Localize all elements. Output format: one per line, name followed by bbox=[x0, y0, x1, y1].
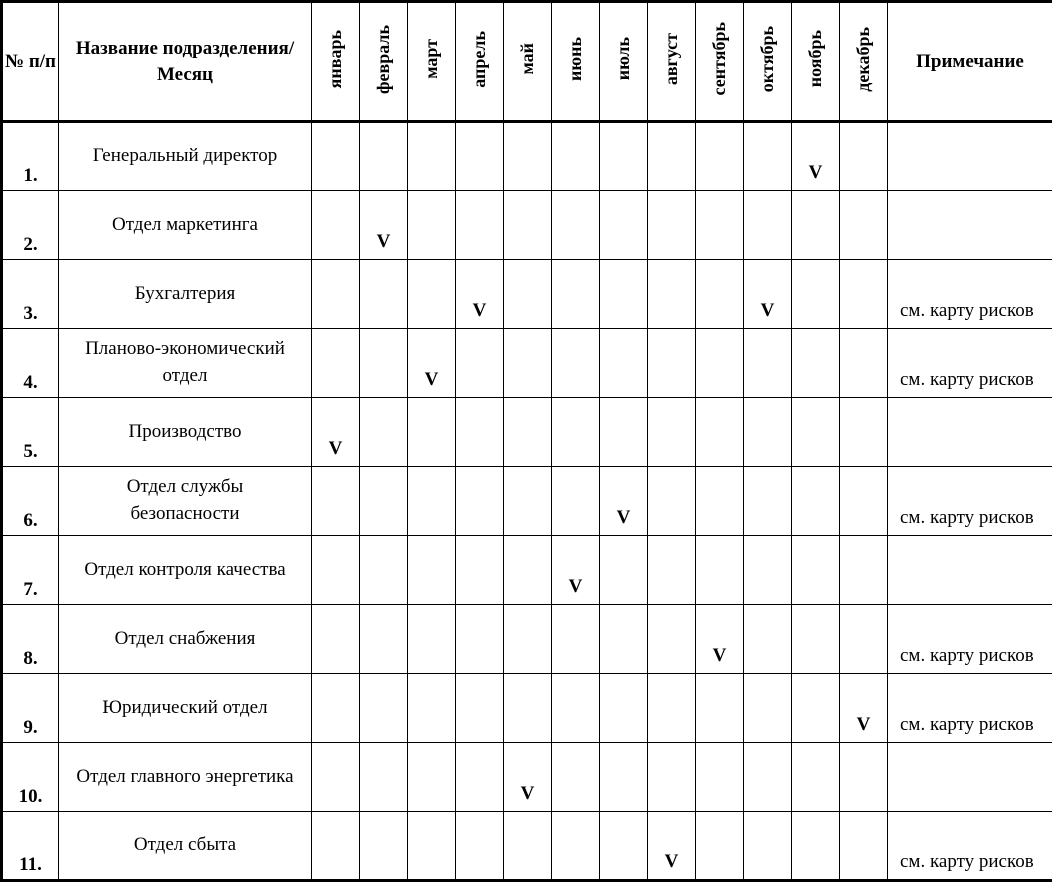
month-empty-cell bbox=[696, 536, 744, 605]
month-header-cell bbox=[552, 2, 600, 122]
table-row bbox=[2, 467, 1052, 536]
month-empty-cell bbox=[552, 191, 600, 260]
month-empty-cell bbox=[600, 122, 648, 191]
month-empty-cell bbox=[792, 260, 840, 329]
month-empty-cell bbox=[744, 743, 792, 812]
month-empty-cell bbox=[840, 122, 888, 191]
month-header-label: март bbox=[421, 39, 441, 79]
month-empty-cell bbox=[744, 329, 792, 398]
month-mark-cell: V bbox=[744, 260, 792, 329]
note-cell bbox=[888, 398, 1052, 467]
month-empty-cell bbox=[744, 122, 792, 191]
month-empty-cell bbox=[696, 674, 744, 743]
month-header-cell bbox=[600, 2, 648, 122]
month-header-label: июнь bbox=[565, 36, 585, 81]
month-empty-cell bbox=[360, 398, 408, 467]
month-empty-cell bbox=[552, 122, 600, 191]
note-cell: см. карту рисков bbox=[888, 260, 1052, 329]
month-empty-cell bbox=[312, 743, 360, 812]
month-header-cell bbox=[648, 2, 696, 122]
month-empty-cell bbox=[792, 536, 840, 605]
row-number-cell: 11. bbox=[2, 812, 59, 881]
month-header-label: январь bbox=[325, 29, 345, 89]
row-number-cell: 4. bbox=[2, 329, 59, 398]
month-empty-cell bbox=[744, 605, 792, 674]
table-row bbox=[2, 398, 1052, 467]
row-number-cell: 5. bbox=[2, 398, 59, 467]
month-mark-cell: V bbox=[696, 605, 744, 674]
month-mark-cell: V bbox=[312, 398, 360, 467]
month-empty-cell bbox=[696, 122, 744, 191]
month-empty-cell bbox=[744, 674, 792, 743]
month-empty-cell bbox=[840, 467, 888, 536]
month-empty-cell bbox=[408, 605, 456, 674]
month-empty-cell bbox=[696, 191, 744, 260]
month-empty-cell bbox=[312, 122, 360, 191]
table-row bbox=[2, 605, 1052, 674]
month-empty-cell bbox=[696, 812, 744, 881]
month-empty-cell bbox=[360, 536, 408, 605]
month-empty-cell bbox=[840, 605, 888, 674]
month-empty-cell bbox=[840, 743, 888, 812]
month-empty-cell bbox=[456, 191, 504, 260]
month-empty-cell bbox=[408, 191, 456, 260]
month-empty-cell bbox=[840, 812, 888, 881]
month-mark-cell: V bbox=[360, 191, 408, 260]
row-number-cell: 6. bbox=[2, 467, 59, 536]
note-cell: см. карту рисков bbox=[888, 674, 1052, 743]
month-empty-cell bbox=[408, 674, 456, 743]
month-empty-cell bbox=[552, 812, 600, 881]
month-empty-cell bbox=[744, 467, 792, 536]
month-empty-cell bbox=[792, 467, 840, 536]
month-header-cell bbox=[696, 2, 744, 122]
month-empty-cell bbox=[744, 812, 792, 881]
month-empty-cell bbox=[408, 467, 456, 536]
month-empty-cell bbox=[744, 191, 792, 260]
note-cell bbox=[888, 743, 1052, 812]
department-name-cell: Отдел контроля качества bbox=[59, 536, 312, 605]
month-empty-cell bbox=[408, 260, 456, 329]
month-empty-cell bbox=[792, 812, 840, 881]
row-number-cell: 7. bbox=[2, 536, 59, 605]
month-header-label: август bbox=[661, 32, 681, 86]
month-empty-cell bbox=[504, 191, 552, 260]
month-header-cell bbox=[504, 2, 552, 122]
month-header-cell bbox=[312, 2, 360, 122]
month-mark-cell: V bbox=[504, 743, 552, 812]
month-empty-cell bbox=[552, 260, 600, 329]
month-empty-cell bbox=[696, 329, 744, 398]
month-empty-cell bbox=[744, 536, 792, 605]
month-empty-cell bbox=[792, 674, 840, 743]
month-empty-cell bbox=[360, 260, 408, 329]
month-header-cell bbox=[408, 2, 456, 122]
month-empty-cell bbox=[312, 191, 360, 260]
note-cell: см. карту рисков bbox=[888, 329, 1052, 398]
month-empty-cell bbox=[600, 329, 648, 398]
month-mark-cell: V bbox=[840, 674, 888, 743]
table-body bbox=[2, 122, 1052, 881]
month-empty-cell bbox=[648, 122, 696, 191]
month-empty-cell bbox=[360, 467, 408, 536]
month-empty-cell bbox=[360, 605, 408, 674]
note-cell bbox=[888, 191, 1052, 260]
month-empty-cell bbox=[840, 260, 888, 329]
month-header-cell bbox=[360, 2, 408, 122]
month-mark-cell: V bbox=[648, 812, 696, 881]
note-cell bbox=[888, 122, 1052, 191]
month-header-label: октябрь bbox=[757, 25, 777, 93]
month-empty-cell bbox=[648, 605, 696, 674]
month-empty-cell bbox=[648, 260, 696, 329]
month-header-label: апрель bbox=[469, 30, 489, 88]
month-empty-cell bbox=[648, 743, 696, 812]
month-empty-cell bbox=[600, 812, 648, 881]
month-empty-cell bbox=[312, 674, 360, 743]
month-empty-cell bbox=[600, 674, 648, 743]
note-cell: см. карту рисков bbox=[888, 467, 1052, 536]
department-name-cell: Отдел службы безопасности bbox=[59, 467, 312, 536]
month-empty-cell bbox=[504, 260, 552, 329]
month-empty-cell bbox=[552, 398, 600, 467]
department-name-cell: Отдел маркетинга bbox=[59, 191, 312, 260]
table-row bbox=[2, 329, 1052, 398]
month-empty-cell bbox=[552, 674, 600, 743]
month-empty-cell bbox=[504, 398, 552, 467]
month-header-cell bbox=[456, 2, 504, 122]
month-empty-cell bbox=[504, 812, 552, 881]
note-cell bbox=[888, 536, 1052, 605]
month-empty-cell bbox=[504, 122, 552, 191]
month-empty-cell bbox=[360, 674, 408, 743]
month-empty-cell bbox=[600, 536, 648, 605]
table-row bbox=[2, 674, 1052, 743]
month-empty-cell bbox=[648, 674, 696, 743]
month-header-label: декабрь bbox=[853, 26, 873, 92]
month-empty-cell bbox=[648, 329, 696, 398]
month-empty-cell bbox=[312, 467, 360, 536]
month-empty-cell bbox=[360, 743, 408, 812]
month-empty-cell bbox=[456, 467, 504, 536]
month-header-label: июль bbox=[613, 37, 633, 81]
header-num: № п/п bbox=[2, 2, 59, 122]
month-empty-cell bbox=[456, 536, 504, 605]
month-empty-cell bbox=[840, 398, 888, 467]
month-empty-cell bbox=[792, 743, 840, 812]
month-empty-cell bbox=[552, 467, 600, 536]
department-name-cell: Бухгалтерия bbox=[59, 260, 312, 329]
table-row bbox=[2, 122, 1052, 191]
month-empty-cell bbox=[552, 605, 600, 674]
month-header-cell bbox=[792, 2, 840, 122]
month-empty-cell bbox=[792, 329, 840, 398]
row-number-cell: 10. bbox=[2, 743, 59, 812]
header-row bbox=[2, 2, 1052, 122]
row-number-cell: 8. bbox=[2, 605, 59, 674]
month-empty-cell bbox=[312, 329, 360, 398]
month-empty-cell bbox=[552, 329, 600, 398]
month-empty-cell bbox=[648, 467, 696, 536]
table-row bbox=[2, 743, 1052, 812]
month-empty-cell bbox=[648, 191, 696, 260]
table-row bbox=[2, 191, 1052, 260]
month-empty-cell bbox=[408, 812, 456, 881]
row-number-cell: 2. bbox=[2, 191, 59, 260]
row-number-cell: 3. bbox=[2, 260, 59, 329]
month-empty-cell bbox=[456, 605, 504, 674]
month-empty-cell bbox=[312, 812, 360, 881]
month-empty-cell bbox=[504, 467, 552, 536]
month-empty-cell bbox=[696, 743, 744, 812]
department-name-cell: Юридический отдел bbox=[59, 674, 312, 743]
month-header-label: сентябрь bbox=[709, 22, 729, 96]
row-number-cell: 9. bbox=[2, 674, 59, 743]
department-name-cell: Отдел главного энергетика bbox=[59, 743, 312, 812]
department-name-cell: Производство bbox=[59, 398, 312, 467]
month-empty-cell bbox=[312, 260, 360, 329]
month-mark-cell: V bbox=[600, 467, 648, 536]
month-empty-cell bbox=[552, 743, 600, 812]
month-empty-cell bbox=[696, 467, 744, 536]
month-mark-cell: V bbox=[792, 122, 840, 191]
month-empty-cell bbox=[408, 398, 456, 467]
month-empty-cell bbox=[312, 536, 360, 605]
table-row bbox=[2, 536, 1052, 605]
department-name-cell: Отдел снабжения bbox=[59, 605, 312, 674]
month-empty-cell bbox=[456, 329, 504, 398]
month-empty-cell bbox=[792, 398, 840, 467]
row-number-cell: 1. bbox=[2, 122, 59, 191]
month-empty-cell bbox=[792, 605, 840, 674]
month-empty-cell bbox=[456, 743, 504, 812]
month-empty-cell bbox=[840, 329, 888, 398]
month-empty-cell bbox=[408, 743, 456, 812]
department-name-cell: Планово-экономический отдел bbox=[59, 329, 312, 398]
month-mark-cell: V bbox=[552, 536, 600, 605]
header-note: Примечание bbox=[888, 2, 1052, 122]
month-header-cell bbox=[840, 2, 888, 122]
month-empty-cell bbox=[360, 329, 408, 398]
department-name-cell: Генеральный директор bbox=[59, 122, 312, 191]
month-header-label: ноябрь bbox=[805, 30, 825, 88]
month-empty-cell bbox=[456, 812, 504, 881]
month-empty-cell bbox=[648, 536, 696, 605]
month-empty-cell bbox=[456, 674, 504, 743]
month-empty-cell bbox=[504, 329, 552, 398]
month-empty-cell bbox=[600, 605, 648, 674]
month-empty-cell bbox=[408, 122, 456, 191]
month-empty-cell bbox=[792, 191, 840, 260]
month-empty-cell bbox=[600, 191, 648, 260]
month-empty-cell bbox=[840, 536, 888, 605]
month-empty-cell bbox=[600, 743, 648, 812]
month-empty-cell bbox=[504, 605, 552, 674]
month-empty-cell bbox=[744, 398, 792, 467]
table-row bbox=[2, 812, 1052, 881]
note-cell: см. карту рисков bbox=[888, 812, 1052, 881]
month-mark-cell: V bbox=[408, 329, 456, 398]
note-cell: см. карту рисков bbox=[888, 605, 1052, 674]
month-mark-cell: V bbox=[456, 260, 504, 329]
month-empty-cell bbox=[696, 398, 744, 467]
header-name: Название подразделения/Месяц bbox=[59, 2, 312, 122]
month-header-label: февраль bbox=[373, 24, 393, 94]
month-empty-cell bbox=[408, 536, 456, 605]
month-empty-cell bbox=[456, 122, 504, 191]
month-empty-cell bbox=[600, 398, 648, 467]
month-empty-cell bbox=[648, 398, 696, 467]
month-empty-cell bbox=[456, 398, 504, 467]
department-name-cell: Отдел сбыта bbox=[59, 812, 312, 881]
month-empty-cell bbox=[312, 605, 360, 674]
month-empty-cell bbox=[600, 260, 648, 329]
month-empty-cell bbox=[360, 812, 408, 881]
month-empty-cell bbox=[696, 260, 744, 329]
month-header-label: май bbox=[517, 43, 537, 75]
month-empty-cell bbox=[504, 536, 552, 605]
month-empty-cell bbox=[840, 191, 888, 260]
month-header-cell bbox=[744, 2, 792, 122]
month-empty-cell bbox=[360, 122, 408, 191]
table-row bbox=[2, 260, 1052, 329]
month-empty-cell bbox=[504, 674, 552, 743]
